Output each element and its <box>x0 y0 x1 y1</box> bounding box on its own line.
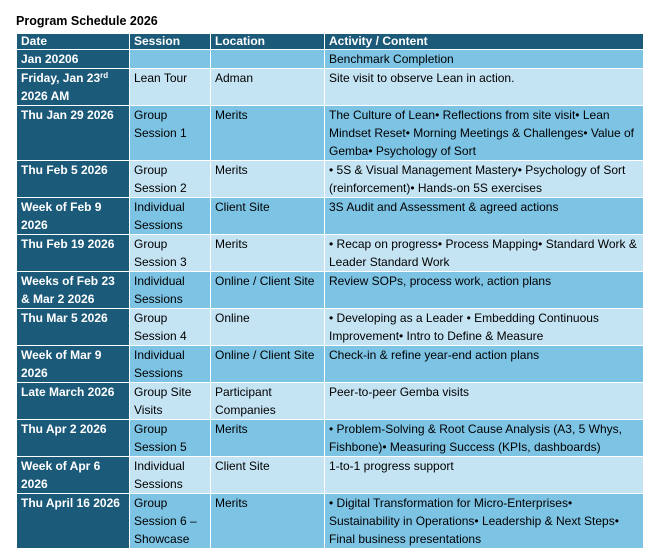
activity-cell: Benchmark Completion <box>325 50 644 69</box>
column-header-activity: Activity / Content <box>325 34 644 50</box>
activity-cell: • Developing as a Leader • Embedding Continuous Improvement• Intro to Define & Measure <box>325 309 644 346</box>
location-cell: Merits <box>211 494 325 549</box>
activity-cell: Review SOPs, process work, action plans <box>325 272 644 309</box>
session-cell: Individual Sessions <box>130 272 211 309</box>
location-cell: Client Site <box>211 198 325 235</box>
table-header-row <box>17 34 644 50</box>
table-row <box>17 309 644 346</box>
location-cell: Merits <box>211 420 325 457</box>
session-cell <box>130 50 211 69</box>
location-cell: Client Site <box>211 457 325 494</box>
location-cell: Online / Client Site <box>211 272 325 309</box>
table-row <box>17 494 644 549</box>
table-row <box>17 106 644 161</box>
table-row <box>17 346 644 383</box>
date-text-cont: 2026 AM <box>21 89 70 103</box>
table-row <box>17 383 644 420</box>
date-cell: Weeks of Feb 23 & Mar 2 2026 <box>17 272 130 309</box>
activity-cell: Site visit to observe Lean in action. <box>325 69 644 106</box>
schedule-table <box>16 33 644 549</box>
location-cell <box>211 50 325 69</box>
column-header-location: Location <box>211 34 325 50</box>
date-cell: Thu Feb 19 2026 <box>17 235 130 272</box>
session-cell: Group Session 1 <box>130 106 211 161</box>
date-cell: Thu Feb 5 2026 <box>17 161 130 198</box>
location-cell: Merits <box>211 235 325 272</box>
column-header-session: Session <box>130 34 211 50</box>
session-cell: Group Site Visits <box>130 383 211 420</box>
session-cell: Group Session 6 – Showcase <box>130 494 211 549</box>
activity-cell: • Digital Transformation for Micro-Enterprises• Sustainability in Operations• Leadership & Next Steps• Final business presentations <box>325 494 644 549</box>
date-ordinal: rd <box>100 71 109 80</box>
date-cell: Thu April 16 2026 <box>17 494 130 549</box>
activity-cell: 1-to-1 progress support <box>325 457 644 494</box>
table-row <box>17 50 644 69</box>
date-cell: Week of Feb 9 2026 <box>17 198 130 235</box>
date-cell: Late March 2026 <box>17 383 130 420</box>
date-cell: Jan 20206 <box>17 50 130 69</box>
activity-cell: • Problem-Solving & Root Cause Analysis (A3, 5 Whys, Fishbone)• Measuring Success (KPIs, dashboards) <box>325 420 644 457</box>
session-cell: Group Session 4 <box>130 309 211 346</box>
table-row <box>17 235 644 272</box>
session-cell: Group Session 5 <box>130 420 211 457</box>
date-cell: Thu Mar 5 2026 <box>17 309 130 346</box>
table-row <box>17 161 644 198</box>
date-cell: Thu Jan 29 2026 <box>17 106 130 161</box>
session-cell: Individual Sessions <box>130 198 211 235</box>
table-row <box>17 420 644 457</box>
activity-cell: Peer-to-peer Gemba visits <box>325 383 644 420</box>
table-row <box>17 198 644 235</box>
location-cell: Merits <box>211 161 325 198</box>
activity-cell: The Culture of Lean• Reflections from site visit• Lean Mindset Reset• Morning Meetings & Challenges• Value of Gemba• Psychology of Sort <box>325 106 644 161</box>
activity-cell: Check-in & refine year-end action plans <box>325 346 644 383</box>
table-row <box>17 272 644 309</box>
date-cell: Week of Apr 6 2026 <box>17 457 130 494</box>
table-row <box>17 69 644 106</box>
activity-cell: • Recap on progress• Process Mapping• Standard Work & Leader Standard Work <box>325 235 644 272</box>
session-cell: Individual Sessions <box>130 457 211 494</box>
activity-cell: 3S Audit and Assessment & agreed actions <box>325 198 644 235</box>
session-cell: Lean Tour <box>130 69 211 106</box>
location-cell: Participant Companies <box>211 383 325 420</box>
location-cell: Online / Client Site <box>211 346 325 383</box>
date-cell: Week of Mar 9 2026 <box>17 346 130 383</box>
location-cell: Adman <box>211 69 325 106</box>
date-cell <box>17 69 130 106</box>
location-cell: Merits <box>211 106 325 161</box>
date-text: Friday, Jan 23 <box>21 71 101 85</box>
page-title: Program Schedule 2026 <box>16 14 158 28</box>
session-cell: Group Session 2 <box>130 161 211 198</box>
column-header-date: Date <box>17 34 130 50</box>
table-row <box>17 457 644 494</box>
location-cell: Online <box>211 309 325 346</box>
activity-cell: • 5S & Visual Management Mastery• Psychology of Sort (reinforcement)• Hands-on 5S exercises <box>325 161 644 198</box>
date-cell: Thu Apr 2 2026 <box>17 420 130 457</box>
session-cell: Group Session 3 <box>130 235 211 272</box>
session-cell: Individual Sessions <box>130 346 211 383</box>
